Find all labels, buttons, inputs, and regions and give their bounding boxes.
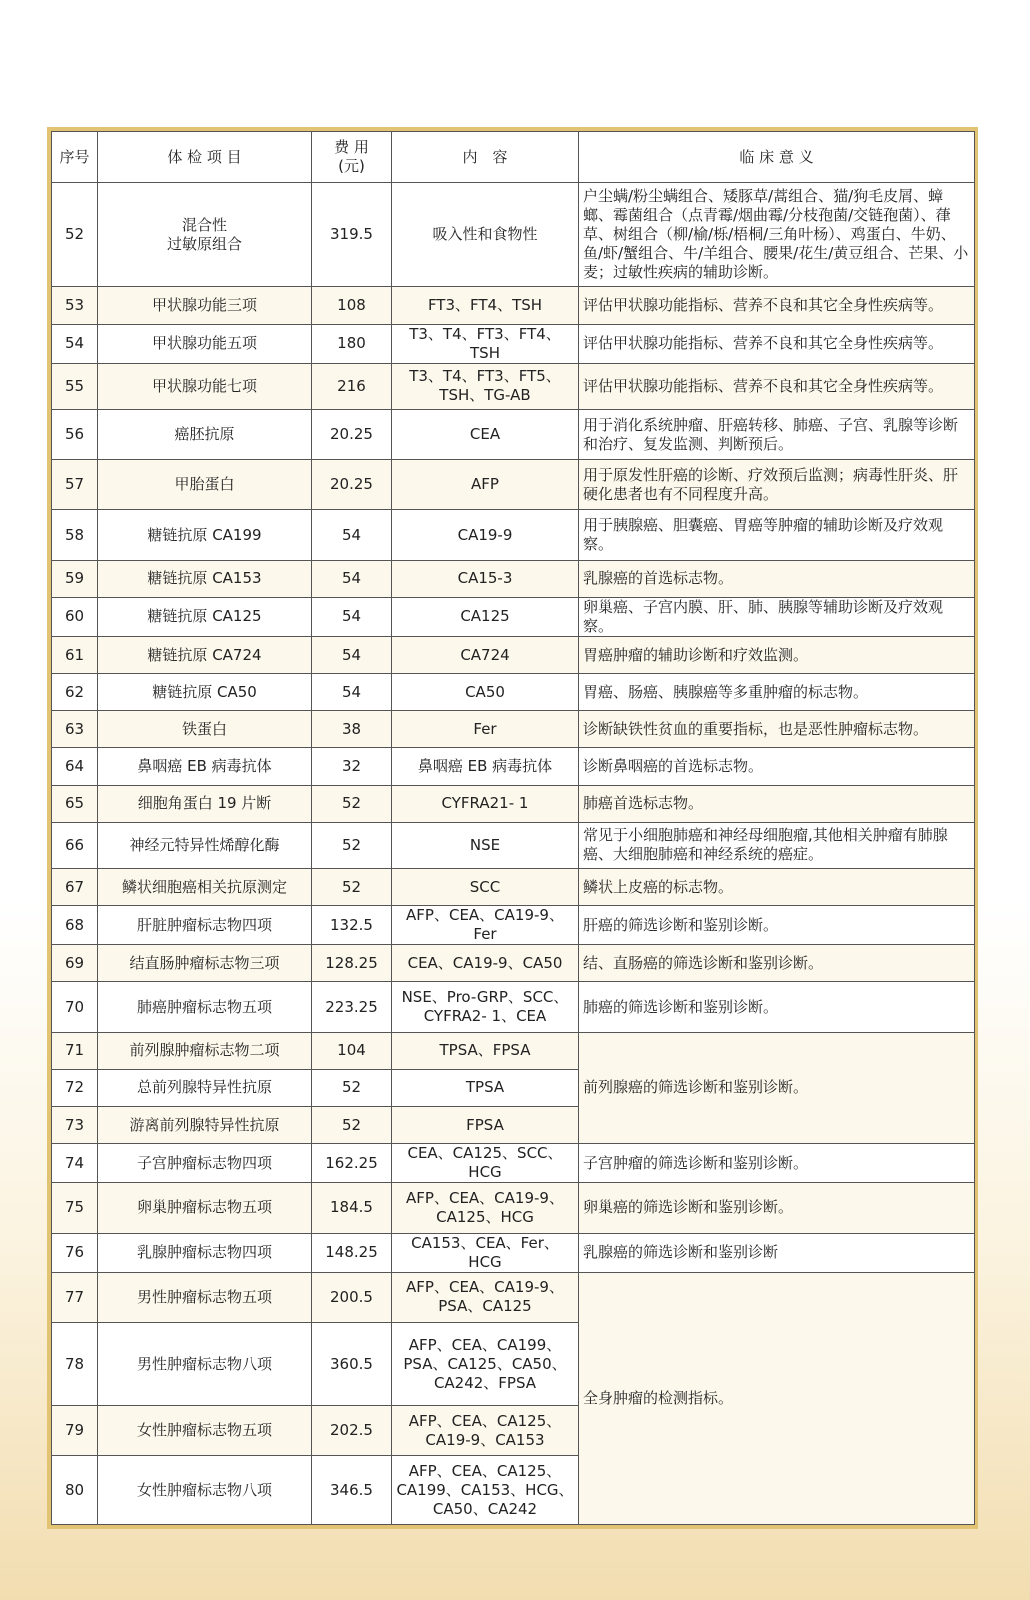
- row-no: 54: [52, 324, 98, 363]
- row-content: T3、T4、FT3、FT4、TSH: [392, 324, 579, 363]
- row-fee: 52: [312, 868, 392, 905]
- row-fee: 184.5: [312, 1183, 392, 1233]
- row-item: 子宫肿瘤标志物四项: [98, 1144, 312, 1183]
- row-no: 56: [52, 409, 98, 459]
- row-meaning: 评估甲状腺功能指标、营养不良和其它全身性疾病等。: [579, 363, 975, 409]
- row-content: CEA: [392, 409, 579, 459]
- row-fee: 54: [312, 510, 392, 560]
- row-content: CA19-9: [392, 510, 579, 560]
- row-fee: 319.5: [312, 183, 392, 287]
- row-item: 铁蛋白: [98, 711, 312, 748]
- row-item: 甲状腺功能三项: [98, 287, 312, 324]
- table-row: [52, 597, 975, 636]
- table-row: [52, 982, 975, 1032]
- row-fee: 54: [312, 560, 392, 597]
- row-meaning: 前列腺癌的筛选诊断和鉴别诊断。: [579, 1032, 975, 1143]
- row-content: TPSA: [392, 1069, 579, 1106]
- row-item: 卵巢肿瘤标志物五项: [98, 1183, 312, 1233]
- row-fee: 20.25: [312, 460, 392, 510]
- row-meaning: 子宫肿瘤的筛选诊断和鉴别诊断。: [579, 1144, 975, 1183]
- row-item: 男性肿瘤标志物八项: [98, 1322, 312, 1405]
- row-no: 58: [52, 510, 98, 560]
- row-item: 肺癌肿瘤标志物五项: [98, 982, 312, 1032]
- row-no: 74: [52, 1144, 98, 1183]
- row-content: AFP、CEA、CA125、CA199、CA153、HCG、CA50、CA242: [392, 1456, 579, 1525]
- table-row: [52, 510, 975, 560]
- row-fee: 54: [312, 636, 392, 673]
- row-content: AFP、CEA、CA199、PSA、CA125、CA50、CA242、FPSA: [392, 1322, 579, 1405]
- row-meaning: 乳腺癌的首选标志物。: [579, 560, 975, 597]
- row-content: T3、T4、FT3、FT5、TSH、TG-AB: [392, 363, 579, 409]
- row-content: CA724: [392, 636, 579, 673]
- row-no: 66: [52, 822, 98, 868]
- row-content: CA153、CEA、Fer、HCG: [392, 1233, 579, 1272]
- row-no: 52: [52, 183, 98, 287]
- row-fee: 360.5: [312, 1322, 392, 1405]
- row-item: 女性肿瘤标志物八项: [98, 1456, 312, 1525]
- row-no: 80: [52, 1456, 98, 1525]
- row-no: 62: [52, 674, 98, 711]
- row-content: CA125: [392, 597, 579, 636]
- row-item: 混合性 过敏原组合: [98, 183, 312, 287]
- row-content: NSE: [392, 822, 579, 868]
- row-no: 53: [52, 287, 98, 324]
- row-item: 肝脏肿瘤标志物四项: [98, 906, 312, 945]
- row-item: 游离前列腺特异性抗原: [98, 1106, 312, 1143]
- row-item: 糖链抗原 CA724: [98, 636, 312, 673]
- table-header-row: [52, 132, 975, 183]
- table-row: [52, 363, 975, 409]
- row-content: AFP、CEA、CA125、CA19-9、CA153: [392, 1406, 579, 1456]
- row-fee: 52: [312, 785, 392, 822]
- table-row: [52, 822, 975, 868]
- row-no: 67: [52, 868, 98, 905]
- row-no: 68: [52, 906, 98, 945]
- row-fee: 32: [312, 748, 392, 785]
- row-content: 吸入性和食物性: [392, 183, 579, 287]
- row-fee: 108: [312, 287, 392, 324]
- row-no: 71: [52, 1032, 98, 1069]
- table-row: [52, 1144, 975, 1183]
- row-content: Fer: [392, 711, 579, 748]
- row-meaning: 用于原发性肝癌的诊断、疗效预后监测；病毒性肝炎、肝硬化患者也有不同程度升高。: [579, 460, 975, 510]
- row-item: 神经元特异性烯醇化酶: [98, 822, 312, 868]
- row-no: 77: [52, 1272, 98, 1322]
- row-meaning: 鳞状上皮癌的标志物。: [579, 868, 975, 905]
- header-content: 内 容: [392, 132, 579, 183]
- table-row: [52, 183, 975, 287]
- row-item: 糖链抗原 CA153: [98, 560, 312, 597]
- row-content: CYFRA21- 1: [392, 785, 579, 822]
- row-item: 结直肠肿瘤标志物三项: [98, 945, 312, 982]
- table-row: [52, 906, 975, 945]
- row-meaning: 肺癌的筛选诊断和鉴别诊断。: [579, 982, 975, 1032]
- row-item: 甲状腺功能七项: [98, 363, 312, 409]
- row-meaning: 诊断缺铁性贫血的重要指标，也是恶性肿瘤标志物。: [579, 711, 975, 748]
- table-row: [52, 560, 975, 597]
- header-no: 序号: [52, 132, 98, 183]
- row-item: 前列腺肿瘤标志物二项: [98, 1032, 312, 1069]
- row-no: 70: [52, 982, 98, 1032]
- row-no: 64: [52, 748, 98, 785]
- row-content: NSE、Pro-GRP、SCC、CYFRA2- 1、CEA: [392, 982, 579, 1032]
- row-fee: 52: [312, 1106, 392, 1143]
- table-row: [52, 324, 975, 363]
- row-content: AFP、CEA、CA19-9、PSA、CA125: [392, 1272, 579, 1322]
- row-no: 65: [52, 785, 98, 822]
- row-meaning: 全身肿瘤的检测指标。: [579, 1272, 975, 1524]
- row-meaning: 卵巢癌、子宫内膜、肝、肺、胰腺等辅助诊断及疗效观察。: [579, 597, 975, 636]
- table-row: [52, 868, 975, 905]
- exam-items-table: [51, 131, 975, 1525]
- row-meaning: 户尘螨/粉尘螨组合、矮豚草/蒿组合、猫/狗毛皮屑、蟑螂、霉菌组合（点青霉/烟曲霉/分枝孢菌/交链孢菌）、葎草、树组合（柳/榆/栎/梧桐/三角叶杨）、鸡蛋白、牛奶、鱼/虾/蟹组合、牛/羊组合、腰果/花生/黄豆组合、芒果、小麦；过敏性疾病的辅助诊断。: [579, 183, 975, 287]
- row-content: FPSA: [392, 1106, 579, 1143]
- row-fee: 216: [312, 363, 392, 409]
- header-fee: 费 用 (元): [312, 132, 392, 183]
- row-no: 55: [52, 363, 98, 409]
- row-fee: 202.5: [312, 1406, 392, 1456]
- row-content: CA15-3: [392, 560, 579, 597]
- row-no: 72: [52, 1069, 98, 1106]
- table-row: [52, 1032, 975, 1069]
- table-row: [52, 674, 975, 711]
- row-content: AFP、CEA、CA19-9、Fer: [392, 906, 579, 945]
- row-meaning: 评估甲状腺功能指标、营养不良和其它全身性疾病等。: [579, 287, 975, 324]
- row-meaning: 胃癌肿瘤的辅助诊断和疗效监测。: [579, 636, 975, 673]
- row-item: 甲状腺功能五项: [98, 324, 312, 363]
- row-no: 63: [52, 711, 98, 748]
- row-fee: 38: [312, 711, 392, 748]
- row-content: AFP、CEA、CA19-9、CA125、HCG: [392, 1183, 579, 1233]
- table-row: [52, 636, 975, 673]
- row-content: SCC: [392, 868, 579, 905]
- row-fee: 104: [312, 1032, 392, 1069]
- row-fee: 54: [312, 597, 392, 636]
- row-fee: 128.25: [312, 945, 392, 982]
- row-fee: 162.25: [312, 1144, 392, 1183]
- row-item: 男性肿瘤标志物五项: [98, 1272, 312, 1322]
- row-meaning: 诊断鼻咽癌的首选标志物。: [579, 748, 975, 785]
- table-row: [52, 711, 975, 748]
- row-fee: 132.5: [312, 906, 392, 945]
- row-item: 糖链抗原 CA199: [98, 510, 312, 560]
- row-item: 总前列腺特异性抗原: [98, 1069, 312, 1106]
- row-no: 73: [52, 1106, 98, 1143]
- row-item: 鳞状细胞癌相关抗原测定: [98, 868, 312, 905]
- row-no: 57: [52, 460, 98, 510]
- table-row: [52, 409, 975, 459]
- row-item: 细胞角蛋白 19 片断: [98, 785, 312, 822]
- row-content: CEA、CA125、SCC、HCG: [392, 1144, 579, 1183]
- row-item: 女性肿瘤标志物五项: [98, 1406, 312, 1456]
- header-item: 体 检 项 目: [98, 132, 312, 183]
- row-fee: 148.25: [312, 1233, 392, 1272]
- row-content: TPSA、FPSA: [392, 1032, 579, 1069]
- row-item: 糖链抗原 CA50: [98, 674, 312, 711]
- row-fee: 52: [312, 822, 392, 868]
- row-meaning: 卵巢癌的筛选诊断和鉴别诊断。: [579, 1183, 975, 1233]
- row-no: 78: [52, 1322, 98, 1405]
- row-fee: 52: [312, 1069, 392, 1106]
- row-item: 癌胚抗原: [98, 409, 312, 459]
- row-meaning: 肺癌首选标志物。: [579, 785, 975, 822]
- row-no: 75: [52, 1183, 98, 1233]
- row-meaning: 评估甲状腺功能指标、营养不良和其它全身性疾病等。: [579, 324, 975, 363]
- table-row: [52, 945, 975, 982]
- row-meaning: 肝癌的筛选诊断和鉴别诊断。: [579, 906, 975, 945]
- row-no: 61: [52, 636, 98, 673]
- row-fee: 54: [312, 674, 392, 711]
- row-content: CEA、CA19-9、CA50: [392, 945, 579, 982]
- row-fee: 346.5: [312, 1456, 392, 1525]
- row-item: 乳腺肿瘤标志物四项: [98, 1233, 312, 1272]
- row-item: 糖链抗原 CA125: [98, 597, 312, 636]
- row-no: 79: [52, 1406, 98, 1456]
- row-meaning: 常见于小细胞肺癌和神经母细胞瘤,其他相关肿瘤有肺腺癌、大细胞肺癌和神经系统的癌症。: [579, 822, 975, 868]
- row-meaning: 用于消化系统肿瘤、肝癌转移、肺癌、子宫、乳腺等诊断和治疗、复发监测、判断预后。: [579, 409, 975, 459]
- row-fee: 200.5: [312, 1272, 392, 1322]
- row-item: 鼻咽癌 EB 病毒抗体: [98, 748, 312, 785]
- row-no: 60: [52, 597, 98, 636]
- table-row: [52, 785, 975, 822]
- row-item: 甲胎蛋白: [98, 460, 312, 510]
- row-meaning: 结、直肠癌的筛选诊断和鉴别诊断。: [579, 945, 975, 982]
- row-no: 69: [52, 945, 98, 982]
- row-content: 鼻咽癌 EB 病毒抗体: [392, 748, 579, 785]
- table-row: [52, 1233, 975, 1272]
- row-fee: 20.25: [312, 409, 392, 459]
- table-row: [52, 748, 975, 785]
- row-meaning: 胃癌、肠癌、胰腺癌等多重肿瘤的标志物。: [579, 674, 975, 711]
- row-no: 59: [52, 560, 98, 597]
- table-row: [52, 287, 975, 324]
- row-meaning: 乳腺癌的筛选诊断和鉴别诊断: [579, 1233, 975, 1272]
- row-meaning: 用于胰腺癌、胆囊癌、胃癌等肿瘤的辅助诊断及疗效观察。: [579, 510, 975, 560]
- row-content: AFP: [392, 460, 579, 510]
- table-row: [52, 1272, 975, 1322]
- table-row: [52, 1183, 975, 1233]
- row-no: 76: [52, 1233, 98, 1272]
- row-content: CA50: [392, 674, 579, 711]
- table-row: [52, 460, 975, 510]
- header-meaning: 临 床 意 义: [579, 132, 975, 183]
- row-fee: 223.25: [312, 982, 392, 1032]
- exam-table-frame: [47, 127, 978, 1529]
- row-fee: 180: [312, 324, 392, 363]
- row-content: FT3、FT4、TSH: [392, 287, 579, 324]
